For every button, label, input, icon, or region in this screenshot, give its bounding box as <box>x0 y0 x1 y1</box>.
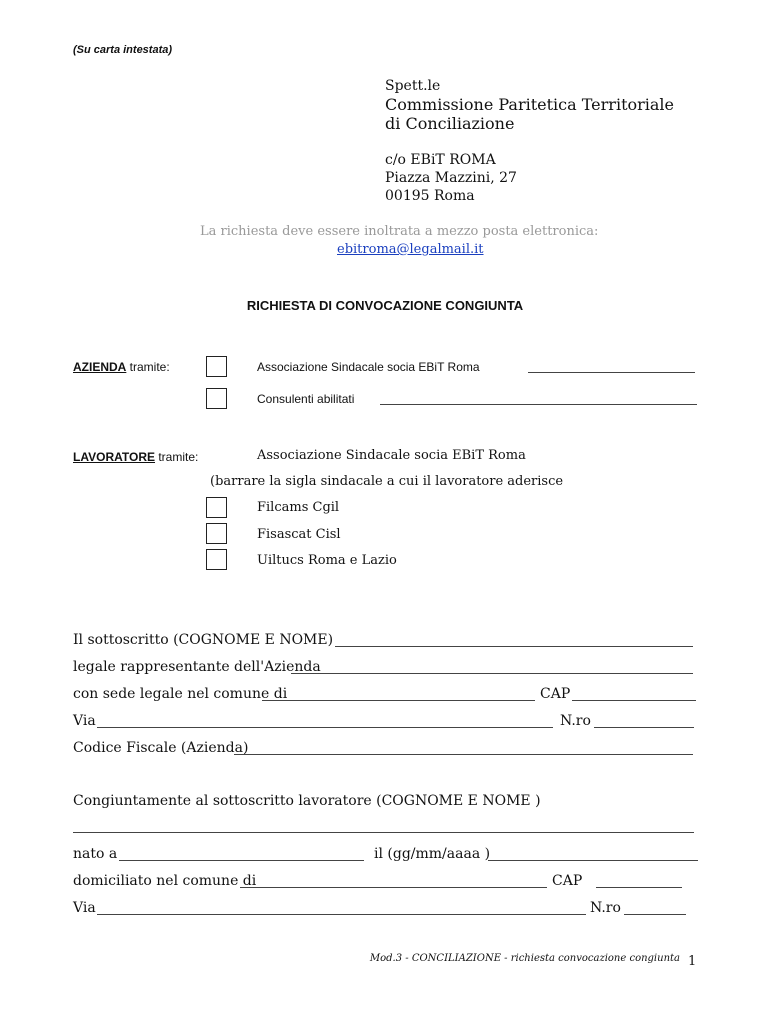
email-link[interactable]: ebitroma@legalmail.it <box>337 242 484 257</box>
lavoratore-label-strong: LAVORATORE <box>73 450 156 464</box>
union-uiltucs-checkbox[interactable] <box>206 549 227 570</box>
domiciliato-label: domiciliato nel comune di <box>73 873 257 889</box>
domiciliato-field[interactable] <box>240 887 547 888</box>
nro-field[interactable] <box>594 727 694 728</box>
union-fisascat-label: Fisascat Cisl <box>257 527 341 542</box>
recipient-salutation: Spett.le <box>385 78 441 94</box>
legale-label: legale rappresentante dell'Azienda <box>73 659 321 675</box>
azienda-label-suffix: tramite: <box>126 360 170 374</box>
via-field[interactable] <box>97 727 553 728</box>
recipient-co: c/o EBiT ROMA <box>385 152 496 168</box>
legale-field[interactable] <box>291 673 693 674</box>
cf-label: Codice Fiscale (Azienda) <box>73 740 249 756</box>
nro-label: N.ro <box>560 713 591 729</box>
nato-label: nato a <box>73 846 118 862</box>
lavoratore-name-field[interactable] <box>73 832 694 833</box>
azienda-label <box>73 360 170 374</box>
lavoratore-instruction: (barrare la sigla sindacale a cui il lavoratore aderisce <box>210 474 564 489</box>
azienda-label-strong: AZIENDA <box>73 360 127 374</box>
letterhead-note: (Su carta intestata) <box>73 44 173 56</box>
sede-label: con sede legale nel comune di <box>73 686 288 702</box>
birthdate-field[interactable] <box>488 860 698 861</box>
union-uiltucs-label: Uiltucs Roma e Lazio <box>257 553 397 568</box>
lavoratore-association: Associazione Sindacale socia EBiT Roma <box>257 448 526 463</box>
azienda-option-consulenti: Consulenti abilitati <box>257 392 355 406</box>
submission-notice: La richiesta deve essere inoltrata a mezzo posta elettronica: <box>200 224 599 239</box>
sottoscritto-label: Il sottoscritto (COGNOME E NOME) <box>73 632 334 648</box>
azienda-association-checkbox[interactable] <box>206 356 227 377</box>
nato-field[interactable] <box>119 860 364 861</box>
sottoscritto-field[interactable] <box>335 646 693 647</box>
congiuntamente-label: Congiuntamente al sottoscritto lavoratore (COGNOME E NOME ) <box>73 793 541 809</box>
azienda-option-association: Associazione Sindacale socia EBiT Roma <box>257 360 480 374</box>
recipient-city: 00195 Roma <box>385 188 475 204</box>
recipient-street: Piazza Mazzini, 27 <box>385 170 517 186</box>
azienda-consulenti-line[interactable] <box>380 404 697 405</box>
document-title: RICHIESTA DI CONVOCAZIONE CONGIUNTA <box>246 298 524 313</box>
via2-label: Via <box>73 900 96 916</box>
lavoratore-label <box>73 450 198 464</box>
footer-form-id: Mod.3 - CONCILIAZIONE - richiesta convocazione congiunta <box>369 953 680 964</box>
azienda-consulenti-checkbox[interactable] <box>206 388 227 409</box>
page-number: 1 <box>688 954 697 969</box>
lavoratore-label-suffix: tramite: <box>155 450 199 464</box>
cap-label: CAP <box>540 686 571 702</box>
via-label: Via <box>73 713 96 729</box>
union-filcams-label: Filcams Cgil <box>257 500 340 515</box>
union-fisascat-checkbox[interactable] <box>206 523 227 544</box>
recipient-name-line2: di Conciliazione <box>385 114 515 133</box>
cap-field[interactable] <box>572 700 696 701</box>
sede-field[interactable] <box>262 700 535 701</box>
via2-field[interactable] <box>97 914 586 915</box>
nro2-field[interactable] <box>624 914 686 915</box>
union-filcams-checkbox[interactable] <box>206 497 227 518</box>
cap2-field[interactable] <box>596 887 682 888</box>
cf-field[interactable] <box>234 754 693 755</box>
birthdate-label: il (gg/mm/aaaa ) <box>374 846 491 862</box>
azienda-association-line[interactable] <box>528 372 695 373</box>
cap2-label: CAP <box>552 873 583 889</box>
recipient-name-line1: Commissione Paritetica Territoriale <box>385 95 675 114</box>
nro2-label: N.ro <box>590 900 621 916</box>
